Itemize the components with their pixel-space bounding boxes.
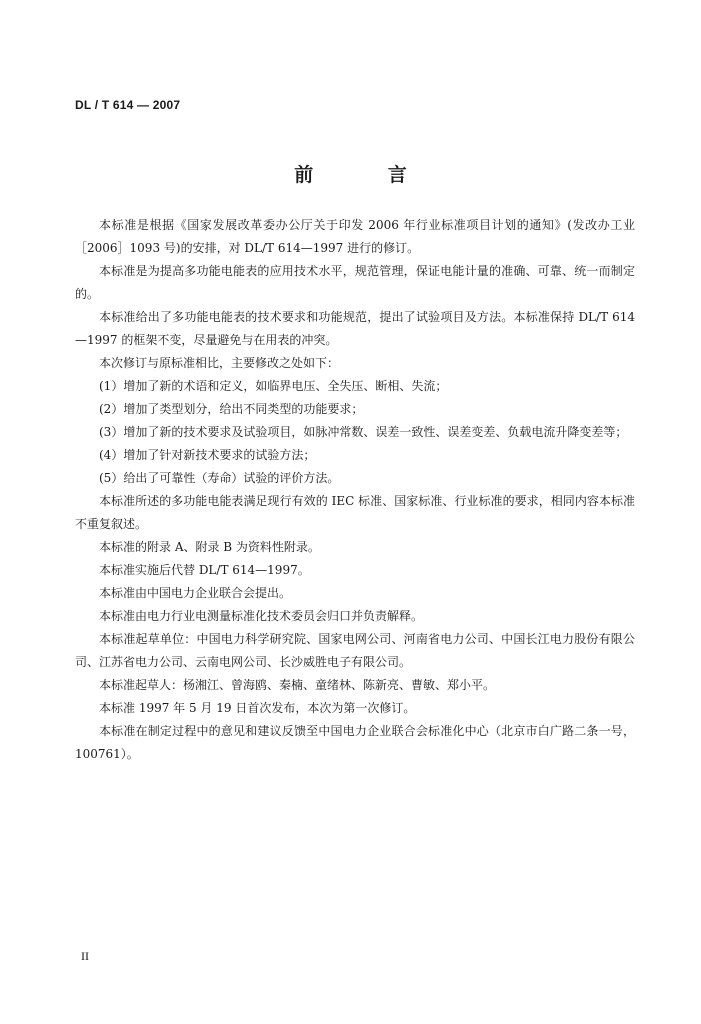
paragraph-purpose: 本标准是为提高多功能电能表的应用技术水平，规范管理，保证电能计量的准确、可靠、统一而制定的。 bbox=[75, 264, 635, 301]
document-code: DL / T 614 — 2007 bbox=[75, 98, 181, 112]
paragraph-changes-intro: 本次修订与原标准相比，主要修改之处如下： bbox=[99, 356, 340, 370]
change-item-5: (5）给出了可靠性（寿命）试验的评价方法。 bbox=[99, 471, 340, 485]
change-item-4: (4）增加了针对新技术要求的试验方法； bbox=[99, 448, 316, 462]
paragraph-appendix: 本标准的附录 A、附录 B 为资料性附录。 bbox=[99, 540, 320, 554]
foreword-body bbox=[75, 214, 635, 766]
change-item-1: (1）增加了新的术语和定义，如临界电压、全失压、断相、失流； bbox=[99, 379, 448, 393]
page-title: 前 言 bbox=[294, 164, 441, 186]
change-item-3: (3）增加了新的技术要求及试验项目，如脉冲常数、误差一致性、误差变差、负载电流升降变差等； bbox=[99, 425, 628, 439]
paragraph-basis: 本标准是根据《国家发展改革委办公厅关于印发 2006 年行业标准项目计划的通知》(发改办工业［2006］1093 号)的安排，对 DL/T 614—1997 进行的修订。 bbox=[75, 218, 635, 255]
paragraph-history: 本标准 1997 年 5 月 19 日首次发布，本次为第一次修订。 bbox=[99, 701, 416, 715]
paragraph-drafters: 本标准起草人：杨湘江、曾海鸥、秦楠、童绪林、陈新亮、曹敏、郑小平。 bbox=[99, 678, 496, 692]
paragraph-compliance: 本标准所述的多功能电能表满足现行有效的 IEC 标准、国家标准、行业标准的要求，相同内容本标准不重复叙述。 bbox=[75, 494, 635, 531]
paragraph-scope: 本标准给出了多功能电能表的技术要求和功能规范，提出了试验项目及方法。本标准保持 DL/T 614—1997 的框架不变，尽量避免与在用表的冲突。 bbox=[75, 310, 635, 347]
change-item-2: (2）增加了类型划分，给出不同类型的功能要求； bbox=[99, 402, 364, 416]
paragraph-replaces: 本标准实施后代替 DL/T 614—1997。 bbox=[99, 563, 310, 577]
paragraph-feedback: 本标准在制定过程中的意见和建议反馈至中国电力企业联合会标准化中心（北京市白广路二条一号，100761）。 bbox=[75, 724, 635, 761]
paragraph-administered-by: 本标准由电力行业电测量标准化技术委员会归口并负责解释。 bbox=[99, 609, 424, 623]
paragraph-proposed-by: 本标准由中国电力企业联合会提出。 bbox=[99, 586, 292, 600]
page-number: II bbox=[81, 949, 89, 963]
paragraph-drafting-units: 本标准起草单位：中国电力科学研究院、国家电网公司、河南省电力公司、中国长江电力股份有限公司、江苏省电力公司、云南电网公司、长沙威胜电子有限公司。 bbox=[75, 632, 635, 669]
